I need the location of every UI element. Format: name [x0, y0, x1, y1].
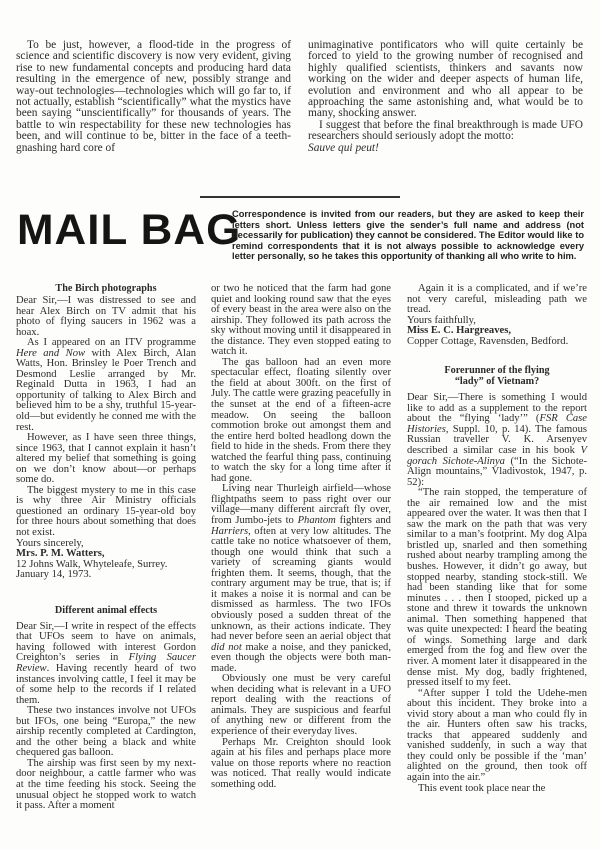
letter-paragraph: Dear Sir,—I was distressed to see and hear Alex Birch on TV admit that his photo of flying saucers in 1962 was a hoax.	[16, 295, 196, 338]
heading-line: “lady” of Vietnam?	[454, 376, 540, 388]
letter-address: Copper Cottage, Ravensden, Bedford.	[407, 335, 569, 347]
letters-column-1	[16, 283, 196, 812]
emphasis: did not	[211, 641, 242, 653]
section-divider	[200, 196, 400, 198]
text-run: , often at very low altitudes. The cattle take no notice whatsoever of them, though one would think that such a variety of screaming giants would frighten them. It seems, though, that the contrary argument may be true, that is; if it makes a noise it is normal and can be dismissed as harmless. The two IFOs obviously posed a sudden threat of the unknown, as their actions indicate. They had never before seen an aerial object that	[211, 525, 391, 643]
publication-title: Flying Saucer Review	[16, 652, 196, 674]
letter-paragraph: This event took place near the	[418, 782, 546, 794]
text-run: with Alex Birch, Alan Watts, Hon. Brinsley le Poer Trench and Desmond Leslie arranged by Mr. Reginald Dutta in 1963, I had an opportunity of talking to Alex Birch and believed him to be a shy, truthful 15-year-old—but evidently he conned me with the rest.	[16, 347, 196, 433]
letter-signature: Mrs. P. M. Watters,	[16, 548, 105, 560]
spacer	[16, 581, 196, 605]
letter-paragraph: These two instances involve not UFOs but IFOs, one being “Europa,” the new airship recently completed at Cardington, and the other being a black and white chequered gas balloon.	[16, 705, 196, 759]
letter-paragraph: The biggest mystery to me in this case is why three Air Ministry officials questioned an ordinary 15-year-old boy for three hours about something that does not exist.	[16, 484, 196, 539]
letter-signature: Miss E. C. Hargreaves,	[407, 325, 511, 337]
letter-paragraph: “The rain stopped, the temperature of the air remained low and the mist appeared over the water. It was then that I saw the mark on the path that was very similar to a man’s footprint. My dog Alpa bristled up, snarled and then something rushed about nearby trampling among the bushes. However, it didn’t go away, but stopped nearby, standing stock-still. We had been standing like that for some minutes . . . then I stooped, picked up a stone and threw it towards the unknown animal. Then something happened that was quite unexpected: I heard the beating of wings. Something large and dark emerged from the fog and flew over the river. A moment later it disappeared in the dense mist. My dog, badly frightened, pressed itself to my feet.	[407, 487, 587, 689]
letter-paragraph: Obviously one must be very careful when deciding what is relevant in a UFO report dealing with the reactions of animals. They are suspicious and fearful of anything new or different from the experience of their everyday lives.	[211, 673, 391, 737]
text-run: Living near Thurleigh airfield—whose flightpaths seem to pass right over our village—many different aircraft fly over, from Jumbo-jets to	[211, 483, 391, 527]
letter-paragraph: “After supper I told the Udehe-men about this incident. They broke into a vivid story about a man who could fly in the air. Hunters often saw his tracks, tracks that appeared suddenly and vanished suddenly, in such a way that they could only be possible if the ‘man’ alighted on the ground, then took off again into the air.”	[407, 687, 587, 783]
section-title: MAIL BAG	[17, 206, 242, 254]
letter-paragraph: Perhaps Mr. Creighton should look again at his files and perhaps place more value on those reports where no reaction was noticed. That really would indicate something odd.	[211, 736, 391, 790]
top-article-motto: Sauve qui peut!	[308, 141, 379, 154]
text-run: As I appeared on an ITV programme	[27, 337, 196, 349]
aircraft-name: Phantom	[297, 515, 336, 527]
letter-paragraph	[211, 484, 391, 674]
publication-title: FSR Case Histories	[407, 413, 588, 435]
top-article-paragraph: I suggest that before the final breakthrough is made UFO researchers should seriously adopt the motto:	[308, 118, 583, 143]
letter-date: January 14, 1973.	[16, 569, 92, 581]
spacer	[407, 347, 587, 365]
letter-heading	[407, 365, 587, 387]
letters-column-3	[407, 284, 587, 794]
text-run: Dear Sir,—There is something I would like to add as a supplement to the report about the “flying ‘lady’” (	[407, 392, 587, 425]
letters-column-2	[211, 284, 391, 790]
text-run: , Suppl. 10, p. 14). The famous Russian traveller V. K. Arsenyev described a similar case in his book	[407, 423, 587, 457]
aircraft-name: Harriers	[211, 525, 249, 537]
letter-heading: The Birch photographs	[55, 283, 157, 294]
top-article-paragraph: unimaginative pontificators who will quite certainly be forced to yield to the growing number of recognised and highly qualified scientists, thinkers and savants now working on the wider and deeper aspects of human life, evolution and environment and who all appear to be approaching the same astonishing and, what would be to many, shocking answer.	[308, 39, 583, 120]
letter-address: 12 Johns Walk, Whyteleafe, Surrey.	[16, 558, 168, 570]
letter-paragraph	[407, 393, 587, 488]
letter-closing: Yours sincerely,	[16, 537, 84, 549]
letter-paragraph	[16, 622, 196, 706]
letter-heading: Different animal effects	[54, 604, 158, 616]
letter-paragraph: The gas balloon had an even more spectacular effect, floating silently over the field at about 300ft. on the first of July. The cattle were grazing peacefully in the sunset at the end of a fifteen-acre meadow. On seeing the balloon commotion broke out amongst them and the entire herd bolted headlong down the field to hide in the sheds. From there they watched the fearful thing pass, continuing to watch the sky for a long time after it had gone.	[211, 356, 391, 484]
text-run: make a noise, and they panicked, even though the objects were both man-made.	[211, 641, 391, 674]
top-article-left-column	[16, 40, 291, 154]
letter-paragraph: or two he noticed that the farm had gone quiet and looking round saw that the eyes of every beast in the area were also on the airship. They followed its path across the sky without moving until it disappeared in the distance. They even stopped eating to watch it.	[211, 283, 391, 358]
text-run: (“In the Sichote-Align mountains,” Vladivostok, 1947, p. 52):	[407, 455, 587, 488]
letter-paragraph: Again it is a complicated, and if we’re not very careful, misleading path we tread.	[407, 283, 587, 316]
top-article-paragraph: To be just, however, a flood-tide in the progress of science and scientific discovery is now very evident, giving rise to new fundamental concepts and producing hard data resulting in the emergence of new, possibly strange and way-out technologies—technologies which will go far to, if not actually, establish “scientifically” what the mystics have been saying “unscientifically” for thousands of years. The battle to win respectability for these new technologies has been, and will continue to be, bitter in the face of a teeth-gnashing hard core of	[16, 39, 291, 154]
text-run: fighters and	[335, 515, 391, 527]
heading-line: Forerunner of the flying	[444, 365, 550, 377]
top-article-right-column	[308, 40, 583, 154]
letter-closing: Yours faithfully,	[407, 314, 476, 326]
letter-paragraph: However, as I have seen three things, since 1963, that I cannot explain it hasn’t altered my belief that something is going on we don’t know about—or perhaps some do.	[16, 432, 196, 486]
letter-paragraph	[16, 338, 196, 433]
text-run: Dear Sir,—I write in respect of the effects that UFOs seem to have on animals, having followed with interest Gordon Creighton’s series in	[16, 620, 196, 664]
programme-title: Here and Now	[16, 347, 86, 359]
letter-paragraph: The airship was first seen by my next-door neighbour, a cattle farmer who was at the time feeding his stock. Seeing the unusual object he stopped work to watch it pass. After a moment	[16, 757, 196, 812]
section-notice: Correspondence is invited from our readers, but they are asked to keep their letters short. Unless letters give the sender’s full name and address (not necessarily for publication) they cannot be considered. The Editor would like to remind correspondents that it is not always possible to acknowledge every letter personally, so he takes this opportunity of thanking all who write to him.	[232, 209, 584, 262]
book-title: V gorach Sichote-Alinya	[407, 445, 587, 467]
text-run: . Having recently heard of two instances involving cattle, I feel it may be of some help to the records if I related them.	[16, 662, 196, 706]
